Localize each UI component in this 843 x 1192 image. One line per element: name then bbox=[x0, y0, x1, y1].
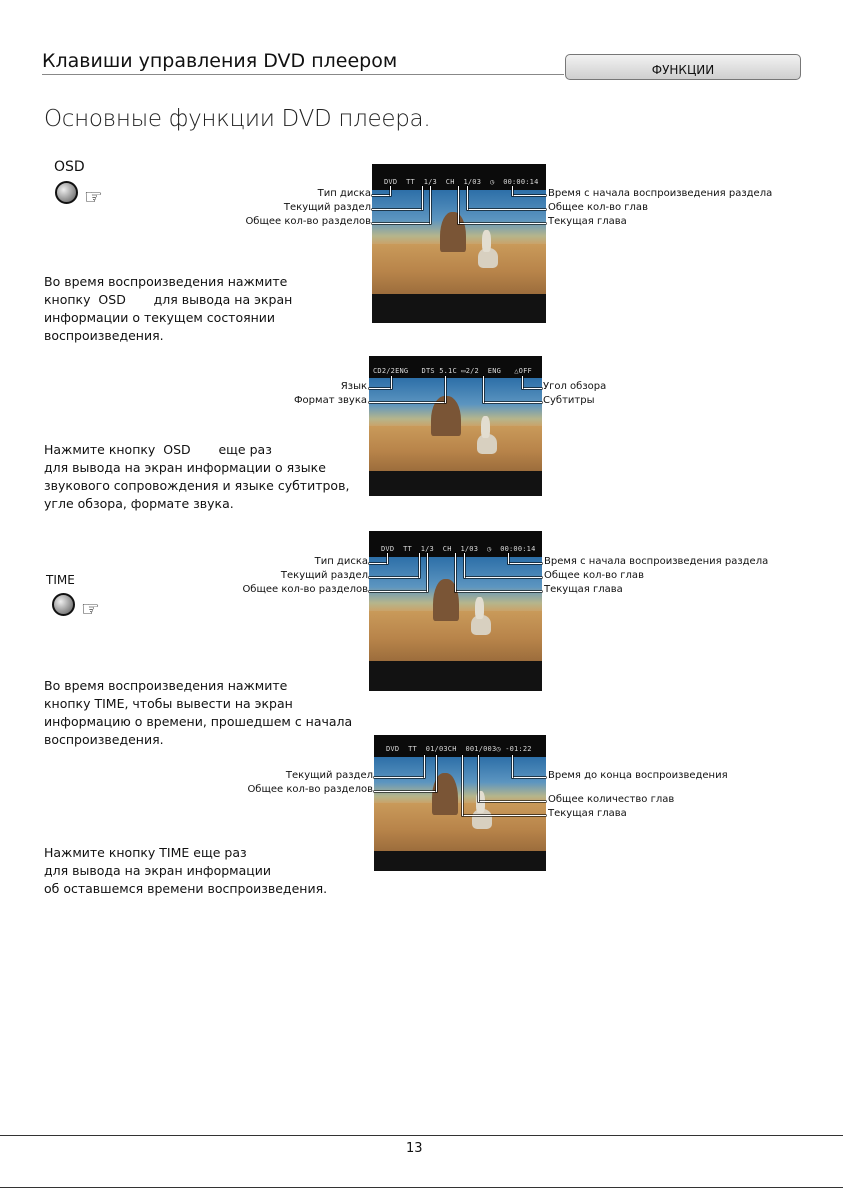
callout-line bbox=[374, 777, 424, 778]
callout-line bbox=[483, 376, 484, 403]
time-button-label: TIME bbox=[46, 573, 75, 587]
osd-button-icon bbox=[55, 181, 78, 204]
callout-line bbox=[455, 553, 456, 592]
callout-line bbox=[522, 376, 523, 389]
callout-line bbox=[372, 195, 390, 196]
callout-line bbox=[512, 195, 546, 196]
osd-screen-4 bbox=[374, 735, 546, 871]
callout-line bbox=[467, 209, 546, 210]
callout-line bbox=[445, 376, 446, 403]
section-title: Основные функции DVD плеера. bbox=[44, 106, 431, 132]
label-disc-type: Тип диска bbox=[314, 556, 368, 567]
press-hand-icon: ☞ bbox=[81, 597, 100, 621]
callout-line bbox=[369, 388, 391, 389]
osd-instructions-1: Во время воспроизведения нажмите кнопку OSD для вывода на экран информации о текущем состоянии воспроизведения. bbox=[44, 274, 293, 343]
callout-line bbox=[467, 186, 468, 210]
time-button-icon bbox=[52, 593, 75, 616]
callout-line bbox=[512, 777, 546, 778]
header-divider bbox=[42, 74, 564, 75]
callout-line bbox=[390, 186, 391, 196]
label-current-title: Текущий раздел bbox=[280, 570, 368, 581]
osd-bar bbox=[372, 164, 546, 190]
sky bbox=[374, 757, 546, 803]
callout-line bbox=[462, 755, 463, 816]
bottom-divider bbox=[0, 1187, 843, 1188]
callout-line bbox=[430, 186, 431, 224]
callout-line bbox=[427, 553, 428, 592]
label-current-title: Текущий раздел bbox=[285, 770, 373, 781]
label-current-chapter: Текущая глава bbox=[544, 584, 623, 595]
osd-bar bbox=[369, 356, 542, 378]
label-total-chapters: Общее количество глав bbox=[548, 794, 675, 805]
label-remaining-time: Время до конца воспроизведения bbox=[548, 770, 728, 781]
osd-status-text: DVD TT 01/03CH 001/003◷ -01:22 bbox=[386, 745, 532, 753]
time-instructions-1: Во время воспроизведения нажмите кнопку TIME, чтобы вывести на экран информацию о времени, прошедшем с начала воспроизведения. bbox=[44, 678, 353, 747]
rider bbox=[481, 416, 490, 438]
callout-line bbox=[419, 553, 420, 578]
osd-screen-2 bbox=[369, 356, 542, 496]
callout-line bbox=[458, 223, 546, 224]
callout-line bbox=[436, 755, 437, 792]
label-total-titles: Общее кол-во разделов bbox=[245, 216, 371, 227]
callout-line bbox=[374, 791, 436, 792]
footer-divider bbox=[0, 1135, 843, 1136]
callout-line bbox=[422, 186, 423, 210]
label-disc-type: Тип диска bbox=[317, 188, 371, 199]
callout-line bbox=[372, 209, 422, 210]
osd-status-text: DVD TT 1/3 CH 1/03 ◷ 00:00:14 bbox=[384, 178, 539, 186]
callout-line bbox=[372, 223, 430, 224]
callout-line bbox=[464, 577, 542, 578]
page-number: 13 bbox=[406, 1141, 423, 1156]
callout-line bbox=[508, 563, 542, 564]
callout-line bbox=[369, 591, 427, 592]
callout-line bbox=[369, 402, 445, 403]
callout-line bbox=[512, 755, 513, 778]
callout-line bbox=[464, 553, 465, 578]
section-tab: ФУНКЦИИ bbox=[565, 54, 801, 80]
callout-line bbox=[369, 577, 419, 578]
osd-bar bbox=[374, 735, 546, 757]
callout-line bbox=[424, 755, 425, 778]
callout-line bbox=[522, 388, 542, 389]
osd-screen-1 bbox=[372, 164, 546, 323]
label-current-chapter: Текущая глава bbox=[548, 808, 627, 819]
press-hand-icon: ☞ bbox=[84, 185, 103, 209]
osd-status-text: CD2/2ENG DTS 5.1C ▭2/2 ENG △OFF bbox=[373, 367, 532, 375]
callout-line bbox=[455, 591, 542, 592]
label-total-titles: Общее кол-во разделов bbox=[247, 784, 373, 795]
osd-status-text: DVD TT 1/3 CH 1/03 ◷ 00:00:14 bbox=[381, 545, 536, 553]
label-viewing-angle: Угол обзора bbox=[543, 381, 607, 392]
callout-line bbox=[478, 801, 546, 802]
callout-line bbox=[508, 553, 509, 564]
desert bbox=[374, 803, 546, 851]
callout-line bbox=[478, 755, 479, 802]
label-audio-format: Формат звука bbox=[293, 395, 367, 406]
rider bbox=[475, 597, 484, 619]
callout-line bbox=[462, 815, 546, 816]
label-current-chapter: Текущая глава bbox=[548, 216, 627, 227]
label-language: Язык bbox=[340, 381, 367, 392]
label-subtitles: Субтитры bbox=[543, 395, 595, 406]
label-total-titles: Общее кол-во разделов bbox=[242, 584, 368, 595]
time-instructions-2: Нажмите кнопку TIME еще раз для вывода на экран информации об оставшемся времени воспроизведения. bbox=[44, 845, 328, 896]
osd-button-label: OSD bbox=[54, 159, 85, 175]
label-current-title: Текущий раздел bbox=[283, 202, 371, 213]
header-title: Клавиши управления DVD плеером bbox=[42, 50, 398, 72]
label-elapsed-time: Время с начала воспроизведения раздела bbox=[548, 188, 773, 199]
label-elapsed-time: Время с начала воспроизведения раздела bbox=[544, 556, 769, 567]
callout-line bbox=[512, 186, 513, 196]
callout-line bbox=[387, 553, 388, 564]
rider bbox=[482, 230, 491, 252]
rock bbox=[440, 212, 466, 252]
callout-line bbox=[369, 563, 387, 564]
osd-instructions-2: Нажмите кнопку OSD еще раз для вывода на экран информации о языке звукового сопровождения и языке субтитров, угле обзора, формате звука. bbox=[44, 442, 350, 511]
callout-line bbox=[391, 376, 392, 389]
callout-line bbox=[483, 402, 542, 403]
callout-line bbox=[458, 186, 459, 224]
label-total-chapters: Общее кол-во глав bbox=[544, 570, 644, 581]
label-total-chapters: Общее кол-во глав bbox=[548, 202, 648, 213]
